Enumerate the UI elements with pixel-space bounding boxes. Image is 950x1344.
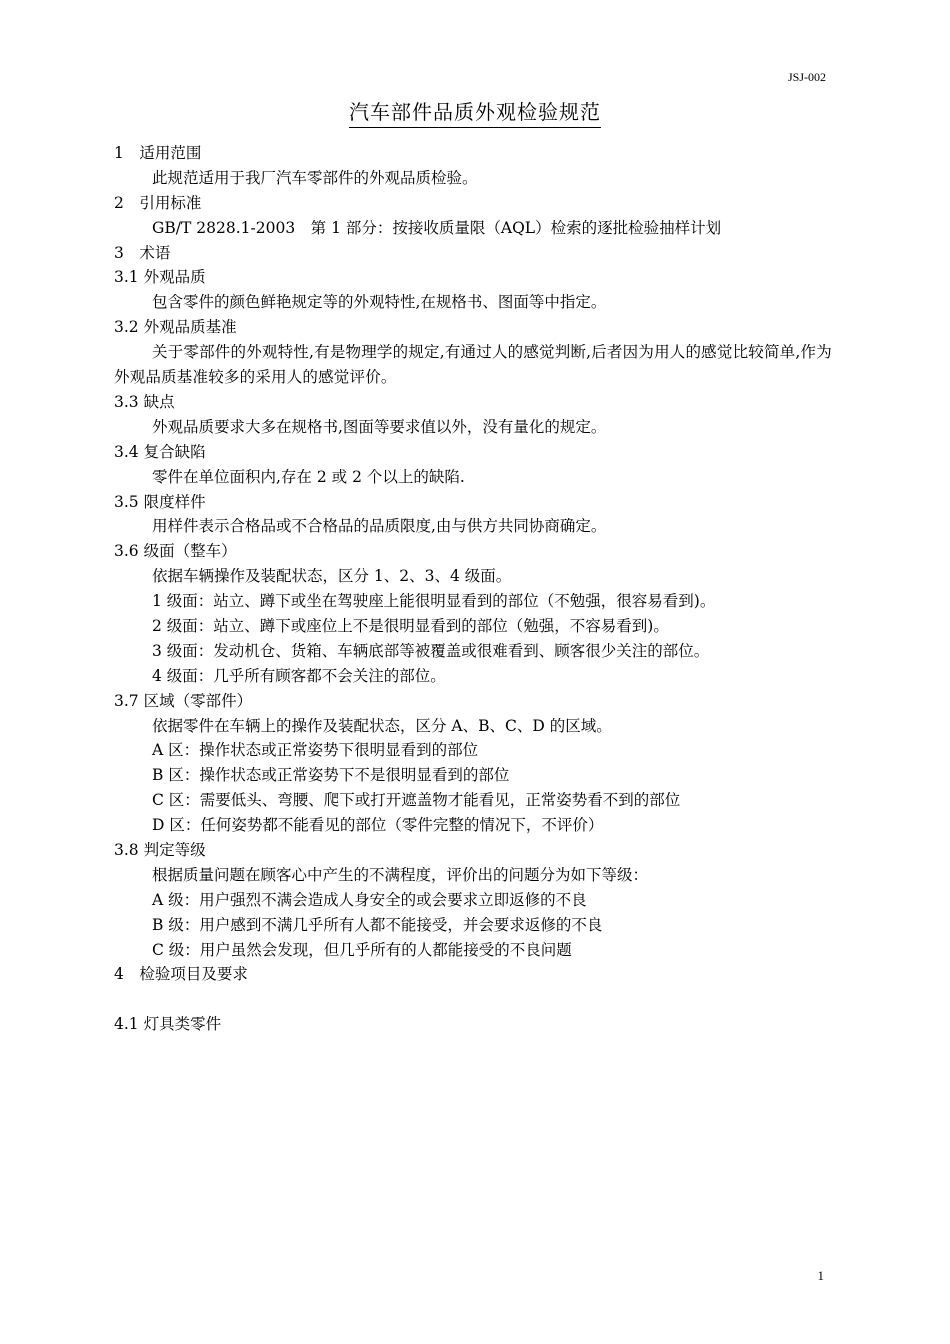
section-3-heading: 3 术语 xyxy=(114,243,171,262)
section-3-4-text: 零件在单位面积内,存在 2 或 2 个以上的缺陷. xyxy=(152,467,465,486)
section-3-4-heading: 3.4 复合缺陷 xyxy=(114,442,206,461)
section-3-7-heading: 3.7 区域（零部件） xyxy=(114,691,253,710)
section-3-3-heading: 3.3 缺点 xyxy=(114,392,175,411)
section-3-6-line: 依据车辆操作及装配状态，区分 1、2、3、4 级面。 xyxy=(152,567,512,586)
page-title: 汽车部件品质外观检验规范 xyxy=(349,96,601,128)
section-3-7-line: D 区：任何姿势都不能看见的部位（零件完整的情况下，不评价） xyxy=(152,816,604,835)
section-3-6-heading: 3.6 级面（整车） xyxy=(114,542,237,561)
section-3-7-line: B 区：操作状态或正常姿势下不是很明显看到的部位 xyxy=(152,766,510,785)
section-3-7-line: C 区：需要低头、弯腰、爬下或打开遮盖物才能看见，正常姿势看不到的部位 xyxy=(152,791,681,810)
document-body xyxy=(114,141,838,1037)
section-3-6-line: 4 级面：几乎所有顾客都不会关注的部位。 xyxy=(152,666,446,685)
section-3-8-line: A 级：用户强烈不满会造成人身安全的或会要求立即返修的不良 xyxy=(152,890,587,909)
section-3-8-line: B 级：用户感到不满几乎所有人都不能接受，并会要求返修的不良 xyxy=(152,915,603,934)
section-3-8-heading: 3.8 判定等级 xyxy=(114,840,206,859)
section-3-7-line: 依据零件在车辆上的操作及装配状态，区分 A、B、C、D 的区域。 xyxy=(152,716,612,735)
section-3-5-heading: 3.5 限度样件 xyxy=(114,492,206,511)
section-3-6-line: 2 级面：站立、蹲下或座位上不是很明显看到的部位（勉强，不容易看到)。 xyxy=(152,616,669,635)
section-3-8-line: C 级：用户虽然会发现，但几乎所有的人都能接受的不良问题 xyxy=(152,940,572,959)
section-3-6-line: 1 级面：站立、蹲下或坐在驾驶座上能很明显看到的部位（不勉强，很容易看到)。 xyxy=(152,592,716,611)
section-3-2-heading: 3.2 外观品质基准 xyxy=(114,318,237,337)
section-3-5-text: 用样件表示合格品或不合格品的品质限度,由与供方共同协商确定。 xyxy=(152,517,607,536)
section-2-text: GB/T 2828.1-2003 第 1 部分：按接收质量限（AQL）检索的逐批检验抽样计划 xyxy=(152,218,722,237)
spacer xyxy=(114,987,838,1012)
section-4-heading: 4 检验项目及要求 xyxy=(114,965,248,984)
document-code: JSJ-002 xyxy=(787,70,826,84)
section-1-heading: 1 适用范围 xyxy=(114,144,202,162)
section-3-1-heading: 3.1 外观品质 xyxy=(114,268,206,287)
section-4-1-heading: 4.1 灯具类零件 xyxy=(114,1015,222,1034)
section-3-3-text: 外观品质要求大多在规格书,图面等要求值以外，没有量化的规定。 xyxy=(152,417,607,436)
section-3-1-text: 包含零件的颜色鲜艳规定等的外观特性,在规格书、图面等中指定。 xyxy=(152,293,607,312)
section-3-8-line: 根据质量问题在顾客心中产生的不满程度，评价出的问题分为如下等级： xyxy=(152,865,649,884)
page-title-block xyxy=(0,96,950,128)
section-3-2-text: 关于零部件的外观特性,有是物理学的规定,有通过人的感觉判断,后者因为用人的感觉比较简单,作为外观品质基准较多的采用人的感觉评价。 xyxy=(114,343,832,387)
section-1-text: 此规范适用于我厂汽车零部件的外观品质检验。 xyxy=(152,168,478,187)
page-number: 1 xyxy=(817,1268,824,1283)
section-2-heading: 2 引用标准 xyxy=(114,193,202,212)
section-3-6-line: 3 级面：发动机仓、货箱、车辆底部等被覆盖或很难看到、顾客很少关注的部位。 xyxy=(152,641,710,660)
section-3-7-line: A 区：操作状态或正常姿势下很明显看到的部位 xyxy=(152,741,479,760)
